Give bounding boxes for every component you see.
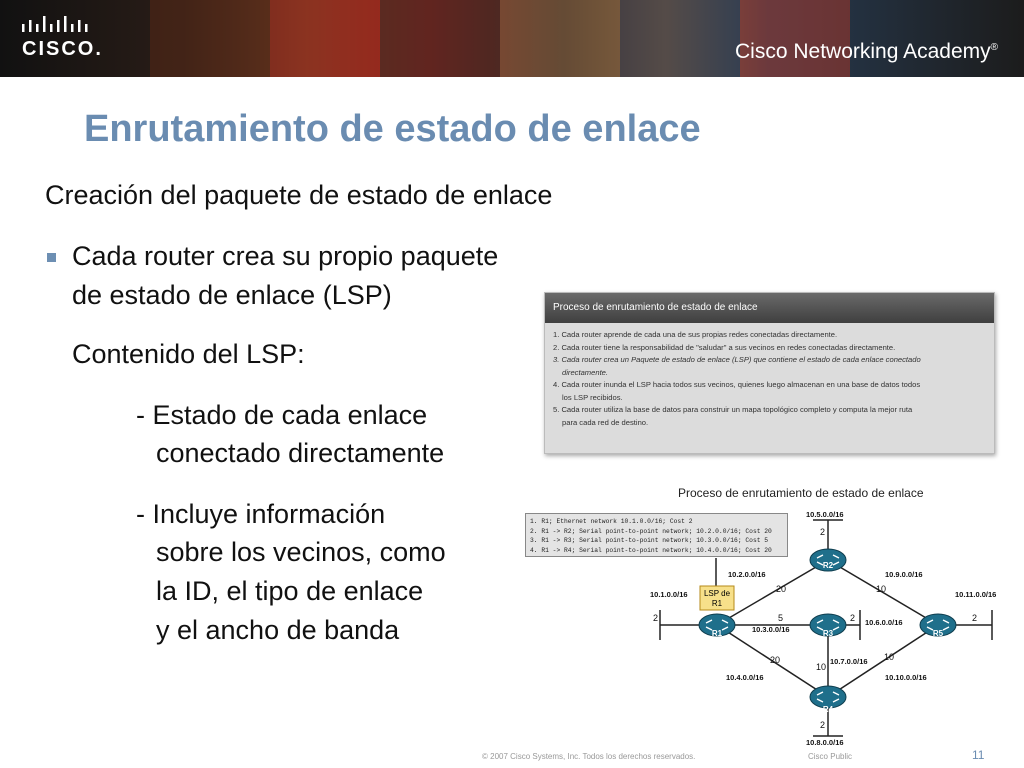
footer-classification: Cisco Public	[808, 752, 853, 761]
router-label: R2	[822, 561, 834, 570]
item2-line1: - Incluye información	[136, 499, 386, 529]
panel-step: directamente.	[562, 367, 609, 377]
lsp-contents-label: Contenido del LSP:	[72, 339, 305, 369]
panel-title: Proceso de enrutamiento de estado de enlace	[545, 293, 994, 323]
footer-copyright: © 2007 Cisco Systems, Inc. Todos los derechos reservados.	[482, 752, 696, 761]
network-label: 10.10.0.0/16	[885, 673, 927, 682]
academy-brand	[735, 40, 998, 64]
cost-label: 5	[778, 613, 784, 623]
panel-step: 4. Cada router inunda el LSP hacia todos sus vecinos, quienes luego almacenan en una base de datos todos	[553, 380, 921, 389]
network-label: 10.1.0.0/16	[650, 590, 688, 599]
lsp-line: 3. R1 -> R3; Serial point-to-point network; 10.3.0.0/16; Cost 5	[530, 537, 769, 544]
network-label: 10.3.0.0/16	[752, 625, 790, 634]
panel-steps	[545, 323, 994, 429]
cost-label: 10	[876, 584, 887, 594]
panel-step: 1. Cada router aprende de cada una de sus propias redes conectadas directamente.	[553, 330, 838, 339]
header-banner	[0, 0, 1024, 77]
router-label: R5	[932, 629, 944, 638]
cost-label: 2	[820, 720, 826, 730]
cisco-logo-text: CISCO.	[22, 38, 103, 60]
academy-name: Networking Academy	[787, 40, 991, 63]
item1-line1: - Estado de cada enlace	[136, 400, 428, 430]
router-label: R1	[711, 629, 723, 638]
panel-step: para cada red de destino.	[562, 417, 649, 427]
bullet-line-2: de estado de enlace (LSP)	[72, 280, 392, 310]
diagram-title: Proceso de enrutamiento de estado de enlace	[678, 486, 924, 500]
lsp-tag-line1: LSP de	[703, 589, 731, 598]
process-panel	[544, 292, 995, 454]
lsp-line: 4. R1 -> R4; Serial point-to-point network; 10.4.0.0/16; Cost 20	[530, 546, 772, 554]
item2-line4: y el ancho de banda	[156, 615, 400, 645]
cost-label: 2	[972, 613, 978, 623]
router-label: R3	[822, 629, 834, 638]
network-label: 10.9.0.0/16	[885, 570, 923, 579]
panel-step: los LSP recibidos.	[562, 392, 623, 402]
slide-title: Enrutamiento de estado de enlace	[84, 108, 701, 150]
page-number: 11	[972, 748, 985, 762]
network-label: 10.11.0.0/16	[955, 590, 997, 599]
bullet-square-icon	[47, 253, 56, 262]
router-label: R4	[822, 705, 834, 714]
banner-photos	[0, 0, 1024, 77]
lsp-line: 1. R1; Ethernet network 10.1.0.0/16; Cost 2	[530, 518, 693, 525]
cost-label: 2	[820, 527, 826, 537]
network-label: 10.6.0.0/16	[865, 618, 903, 627]
cost-label: 2	[653, 613, 659, 623]
network-label: 10.7.0.0/16	[830, 657, 868, 666]
cost-label: 10	[816, 662, 827, 672]
cost-label: 20	[770, 655, 781, 665]
cost-label: 20	[776, 584, 787, 594]
network-diagram	[620, 500, 1010, 750]
cost-label: 10	[884, 652, 895, 662]
network-label: 10.8.0.0/16	[806, 738, 844, 747]
lsp-tag-line2: R1	[711, 599, 723, 608]
network-label: 10.2.0.0/16	[728, 570, 766, 579]
panel-step: 5. Cada router utiliza la base de datos para construir un mapa topológico completo y computa la mejor ruta	[553, 405, 913, 414]
network-label: 10.5.0.0/16	[806, 510, 844, 519]
panel-step: 2. Cada router tiene la responsabilidad de "saludar" a sus vecinos en redes conectadas directamente.	[553, 342, 896, 352]
academy-prefix: Cisco	[735, 40, 788, 63]
slide-subtitle: Creación del paquete de estado de enlace	[45, 180, 553, 210]
network-label: 10.4.0.0/16	[726, 673, 764, 682]
bullet-line-1: Cada router crea su propio paquete	[72, 241, 499, 271]
item1-line2: conectado directamente	[156, 438, 445, 468]
item2-line2: sobre los vecinos, como	[156, 537, 446, 567]
registered-mark: ®	[990, 42, 998, 53]
item2-line3: la ID, el tipo de enlace	[156, 576, 424, 606]
lsp-line: 2. R1 -> R2; Serial point-to-point network; 10.2.0.0/16; Cost 20	[530, 527, 772, 535]
cost-label: 2	[850, 613, 856, 623]
panel-step: 3. Cada router crea un Paquete de estado de enlace (LSP) que contiene el estado de cada enlace conectado	[553, 355, 921, 364]
